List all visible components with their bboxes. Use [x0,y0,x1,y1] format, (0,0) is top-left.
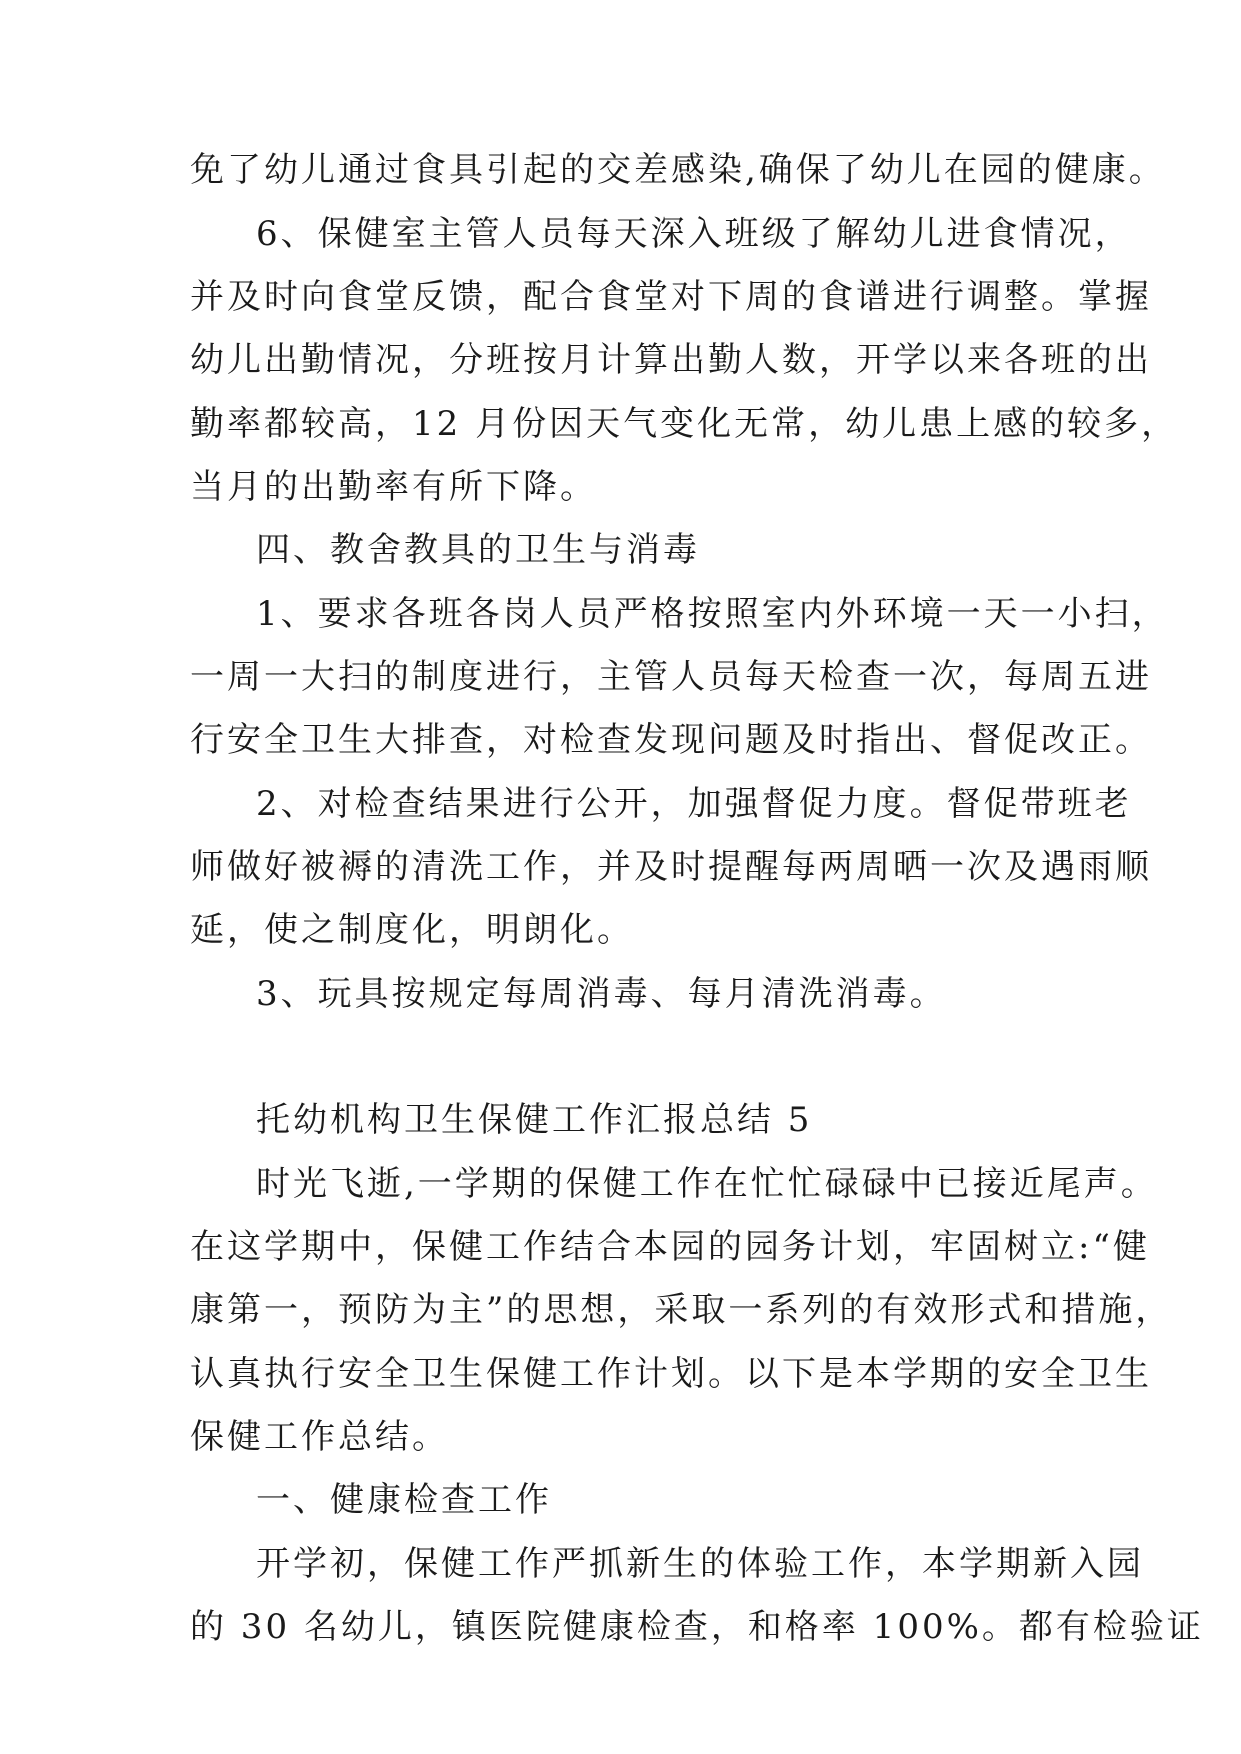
paragraph-line: 3、玩具按规定每周消毒、每月清洗消毒。 [256,974,947,1014]
paragraph-line: 时光飞逝,一学期的保健工作在忙忙碌碌中已接近尾声。 [256,1164,1158,1204]
paragraph-line: 在这学期中，保健工作结合本园的园务计划，牢固树立:“健 [190,1227,1150,1267]
paragraph-line: 勤率都较高，12 月份因天气变化无常，幼儿患上感的较多， [190,404,1179,444]
paragraph-line: 6、保健室主管人员每天深入班级了解幼儿进食情况， [256,214,1132,254]
document-title: 托幼机构卫生保健工作汇报总结 5 [256,1100,813,1140]
paragraph-line: 并及时向食堂反馈，配合食堂对下周的食谱进行调整。掌握 [190,277,1152,317]
paragraph-line: 延，使之制度化，明朗化。 [190,910,634,950]
section-heading: 四、教舍教具的卫生与消毒 [256,530,700,570]
paragraph-line: 保健工作总结。 [190,1417,449,1457]
paragraph-line: 师做好被褥的清洗工作，并及时提醒每两周晒一次及遇雨顺 [190,847,1152,887]
paragraph-line: 一周一大扫的制度进行，主管人员每天检查一次，每周五进 [190,657,1152,697]
paragraph-line: 开学初，保健工作严抓新生的体验工作，本学期新入园 [256,1544,1144,1584]
paragraph-line: 幼儿出勤情况，分班按月计算出勤人数，开学以来各班的出 [190,340,1152,380]
paragraph-line: 2、对检查结果进行公开，加强督促力度。督促带班老 [256,784,1132,824]
paragraph-line: 行安全卫生大排查，对检查发现问题及时指出、督促改正。 [190,720,1152,760]
paragraph-line: 康第一，预防为主”的思想，采取一系列的有效形式和措施， [190,1290,1173,1330]
paragraph-line: 1、要求各班各岗人员严格按照室内外环境一天一小扫， [256,594,1169,634]
section-heading: 一、健康检查工作 [256,1480,552,1520]
paragraph-line: 的 30 名幼儿，镇医院健康检查，和格率 100%。都有检验证 [190,1607,1204,1647]
paragraph-line: 免了幼儿通过食具引起的交差感染,确保了幼儿在园的健康。 [190,150,1166,190]
paragraph-line: 认真执行安全卫生保健工作计划。以下是本学期的安全卫生 [190,1354,1152,1394]
paragraph-line: 当月的出勤率有所下降。 [190,467,597,507]
